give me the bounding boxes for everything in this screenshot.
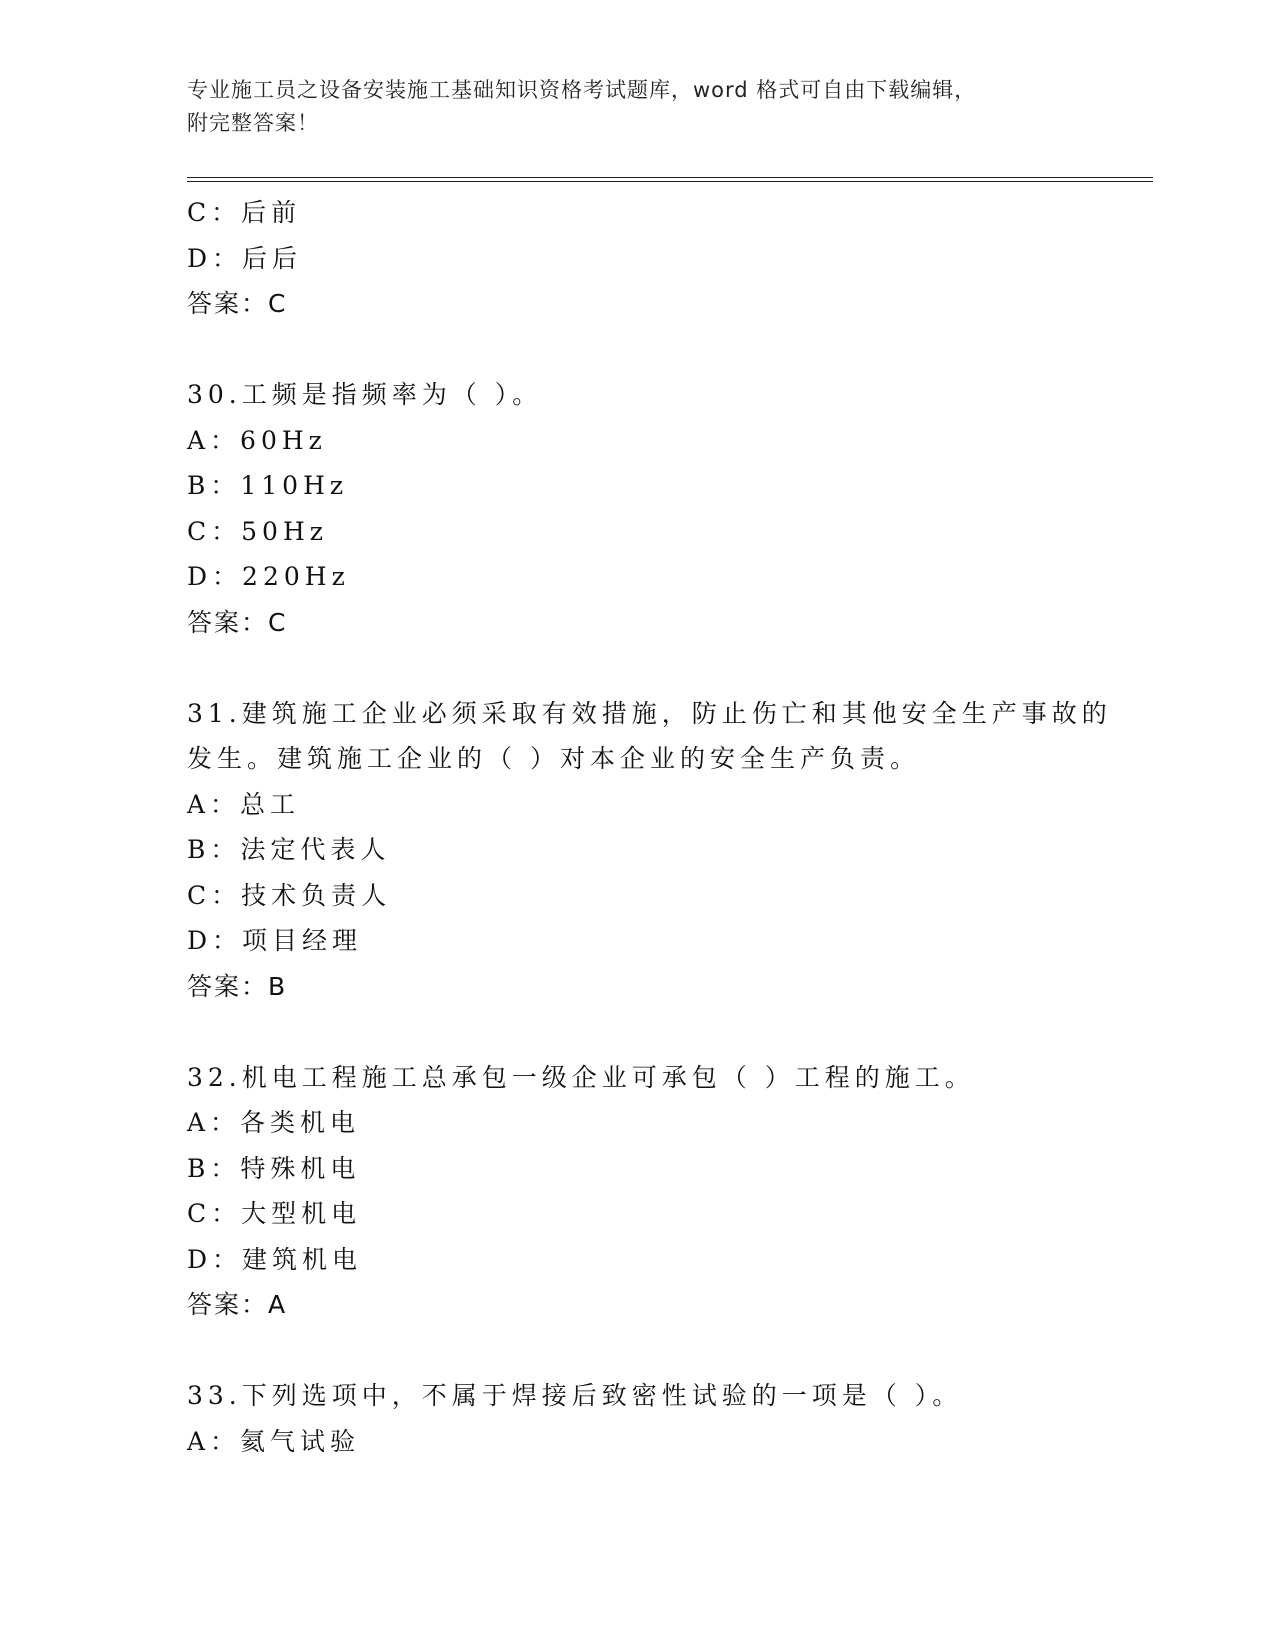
question-stem: 33.下列选项中，不属于焊接后致密性试验的一项是（ ）。 xyxy=(187,1381,963,1410)
option-c: C：50Hz xyxy=(187,516,328,546)
option-d: D：220Hz xyxy=(187,562,350,591)
answer-line: 答案：A xyxy=(187,1290,288,1319)
question-30 xyxy=(187,372,1087,645)
question-stem: 32.机电工程施工总承包一级企业可承包（ ）工程的施工。 xyxy=(187,1062,975,1092)
header-divider-bottom xyxy=(187,181,1153,182)
option-a: A：氦气试验 xyxy=(187,1426,361,1456)
option-d: D：后后 xyxy=(187,243,303,273)
option-d: D：项目经理 xyxy=(187,926,363,955)
option-c: C：后前 xyxy=(187,198,302,227)
document-header xyxy=(187,74,1087,140)
spacer xyxy=(187,645,1087,691)
option-c: C：大型机电 xyxy=(187,1199,362,1228)
option-b: B：特殊机电 xyxy=(187,1153,361,1183)
option-d: D：建筑机电 xyxy=(187,1244,363,1274)
question-31 xyxy=(187,691,1112,1010)
question-stem-line1: 31.建筑施工企业必须采取有效措施，防止伤亡和其他安全生产事故的 xyxy=(187,698,1112,728)
header-title-line2: 附完整答案！ xyxy=(187,111,319,135)
header-title-line1: 专业施工员之设备安装施工基础知识资格考试题库，word 格式可自由下载编辑， xyxy=(187,78,977,102)
spacer xyxy=(187,1009,1087,1055)
answer-line: 答案：C xyxy=(187,607,288,637)
option-b: B：110Hz xyxy=(187,471,349,500)
question-list xyxy=(187,190,1112,1464)
question-32 xyxy=(187,1055,1087,1328)
option-b: B：法定代表人 xyxy=(187,835,391,864)
header-divider-top xyxy=(187,177,1153,178)
option-a: A：总工 xyxy=(187,789,301,819)
option-c: C：技术负责人 xyxy=(187,880,392,910)
option-a: A：60Hz xyxy=(187,425,327,455)
question-33 xyxy=(187,1373,1087,1464)
spacer xyxy=(187,1328,1087,1374)
question-stem: 30.工频是指频率为（ ）。 xyxy=(187,380,543,409)
previous-question-tail xyxy=(187,190,1087,327)
answer-line: 答案：C xyxy=(187,289,288,318)
spacer xyxy=(187,327,1087,373)
question-stem-line2: 发生。建筑施工企业的（ ）对本企业的安全生产负责。 xyxy=(187,744,920,773)
answer-line: 答案：B xyxy=(187,971,288,1001)
option-a: A：各类机电 xyxy=(187,1108,361,1137)
